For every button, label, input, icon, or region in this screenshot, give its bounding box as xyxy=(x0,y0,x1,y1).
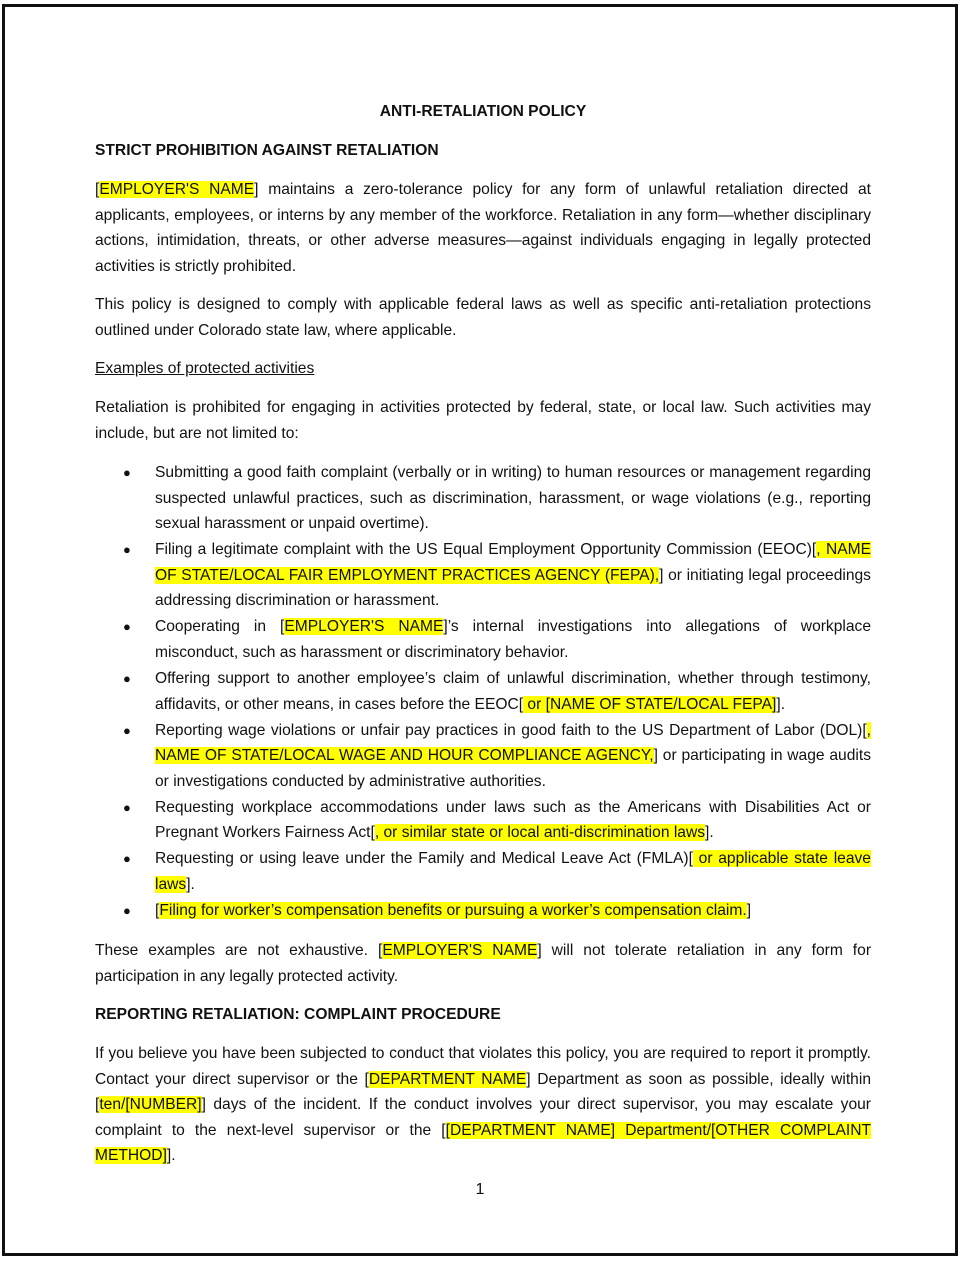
placeholder-wage-agency: , NAME OF STATE/LOCAL WAGE AND HOUR COMPLIANCE AGENCY, xyxy=(155,721,871,765)
list-item-text: ] xyxy=(746,901,752,919)
list-item xyxy=(95,614,871,665)
list-item-text: Requesting or using leave under the Family and Medical Leave Act (FMLA)[ xyxy=(155,850,693,868)
paragraph-text: ] Department as soon as possible, ideally within [ xyxy=(95,1070,871,1114)
list-item-text: ]. xyxy=(776,695,786,713)
placeholder-employer-name: EMPLOYER'S NAME xyxy=(382,942,538,959)
list-item-text: Submitting a good faith complaint (verbally or in writing) to human resources or management regarding suspected unlawful practices, such as discrimination, harassment, or wage violations (e.g., reporting sexual harassment or unpaid overtime). xyxy=(155,464,871,533)
paragraph-text: ] days of the incident. If the conduct involves your direct supervisor, you may escalate your complaint to the next-level supervisor or the [ xyxy=(95,1096,871,1139)
list-item xyxy=(95,460,871,537)
placeholder-workers-comp: Filing for worker’s compensation benefits or pursuing a worker’s compensation claim. xyxy=(159,901,747,919)
section-heading-reporting: REPORTING RETALIATION: COMPLAINT PROCEDURE xyxy=(95,1006,501,1023)
list-item-text: Reporting wage violations or unfair pay practices in good faith to the US Department of Labor (DOL)[ xyxy=(155,721,867,739)
list-item-text: Offering support to another employee’s claim of unlawful discrimination, whether through testimony, affidavits, or other means, in cases before the EEOC[ xyxy=(155,669,871,713)
bullet-icon: ● xyxy=(123,465,131,480)
bullet-icon: ● xyxy=(123,542,131,558)
paragraph-compliance: This policy is designed to comply with applicable federal laws as well as specific anti-retaliation protections outlined under Colorado state law, where applicable. xyxy=(95,296,871,339)
placeholder-employer-name: EMPLOYER'S NAME xyxy=(284,618,444,636)
paragraph-text: ] maintains a zero-tolerance policy for any form of unlawful retaliation directed at applicants, employees, or interns by any member of the workforce. Retaliation in any form—whether disciplinary actions, intimidation, threats, or other adverse measures—against individuals engaging in legally protected activities is strictly prohibited. xyxy=(95,181,872,275)
list-item: ● [Filing for worker’s compensation benefits or pursuing a worker’s compensation claim.] xyxy=(95,898,871,924)
list-item-text: ] or participating in wage audits or investigations conducted by administrative authorities. xyxy=(155,747,871,790)
list-item xyxy=(95,718,871,795)
paragraph-text: ] will not tolerate retaliation in any form for participation in any legally protected activity. xyxy=(95,942,872,985)
placeholder-complaint-method: [DEPARTMENT NAME] Department/[OTHER COMPLAINT METHOD] xyxy=(95,1121,871,1165)
subheading-examples: Examples of protected activities xyxy=(95,360,315,377)
paragraph-complaint-procedure xyxy=(95,1041,871,1169)
paragraph-text: If you believe you have been subjected to conduct that violates this policy, you are required to report it promptly. Contact your direct supervisor or the [ xyxy=(95,1045,871,1088)
bullet-icon: ● xyxy=(123,851,131,867)
list-item-text: ] or initiating legal proceedings addressing discrimination or harassment. xyxy=(155,566,871,610)
bullet-icon: ● xyxy=(123,722,131,738)
list-item-text: ]’s internal investigations into allegations of workplace misconduct, such as harassment or discriminatory behavior. xyxy=(155,618,872,661)
placeholder-fepa: , NAME OF STATE/LOCAL FAIR EMPLOYMENT PRACTICES AGENCY (FEPA), xyxy=(155,541,871,584)
paragraph-prohibited-intro: Retaliation is prohibited for engaging in activities protected by federal, state, or local law. Such activities may include, but are not limited to: xyxy=(95,399,871,442)
placeholder-employer-name: EMPLOYER'S NAME xyxy=(99,181,255,198)
list-item xyxy=(95,846,871,897)
paragraph-zero-tolerance: [EMPLOYER'S NAME] maintains a zero-tolerance policy for any form of unlawful retaliation directed at applicants, employees, or interns by any member of the workforce. Retaliation in any form—whether disciplinary actions, intimidation, threats, or other adverse measures—against individuals engaging in legally protected activities is strictly prohibited. xyxy=(95,181,872,275)
bullet-icon: ● xyxy=(123,902,131,918)
list-item-text: Filing a legitimate complaint with the US Equal Employment Opportunity Commission (EEOC)[ xyxy=(155,541,817,559)
placeholder-anti-discrimination-laws: , or similar state or local anti-discrimination laws xyxy=(374,824,706,842)
list-item xyxy=(95,537,871,614)
protected-activities-list xyxy=(95,460,871,924)
list-item-text: Requesting workplace accommodations under laws such as the Americans with Disabilities Act or Pregnant Workers Fairness Act[ xyxy=(155,798,871,842)
paragraph-text: These examples are not exhaustive. [ xyxy=(95,942,383,959)
list-item xyxy=(95,795,871,846)
list-item xyxy=(95,666,871,717)
bullet-icon: ● xyxy=(123,619,131,635)
placeholder-state-fepa: or [NAME OF STATE/LOCAL FEPA] xyxy=(523,695,777,713)
placeholder-department-name: DEPARTMENT NAME xyxy=(368,1070,527,1088)
bullet-icon: ● xyxy=(123,799,131,815)
paragraph-not-exhaustive xyxy=(95,938,871,989)
list-item-text: ]. xyxy=(705,824,714,842)
list-item-text: ]. xyxy=(186,875,195,893)
bullet-icon: ● xyxy=(123,670,131,686)
list-item-text: Cooperating in [ xyxy=(155,618,285,636)
section-heading-prohibition: STRICT PROHIBITION AGAINST RETALIATION xyxy=(95,142,439,159)
placeholder-days-number: ten/[NUMBER] xyxy=(99,1096,202,1114)
page-number: 1 xyxy=(475,1181,485,1198)
document-title: ANTI-RETALIATION POLICY xyxy=(379,103,587,120)
document-page xyxy=(2,4,958,1256)
paragraph-text: ]. xyxy=(166,1147,176,1165)
placeholder-state-leave-laws: or applicable state leave laws xyxy=(155,850,871,893)
